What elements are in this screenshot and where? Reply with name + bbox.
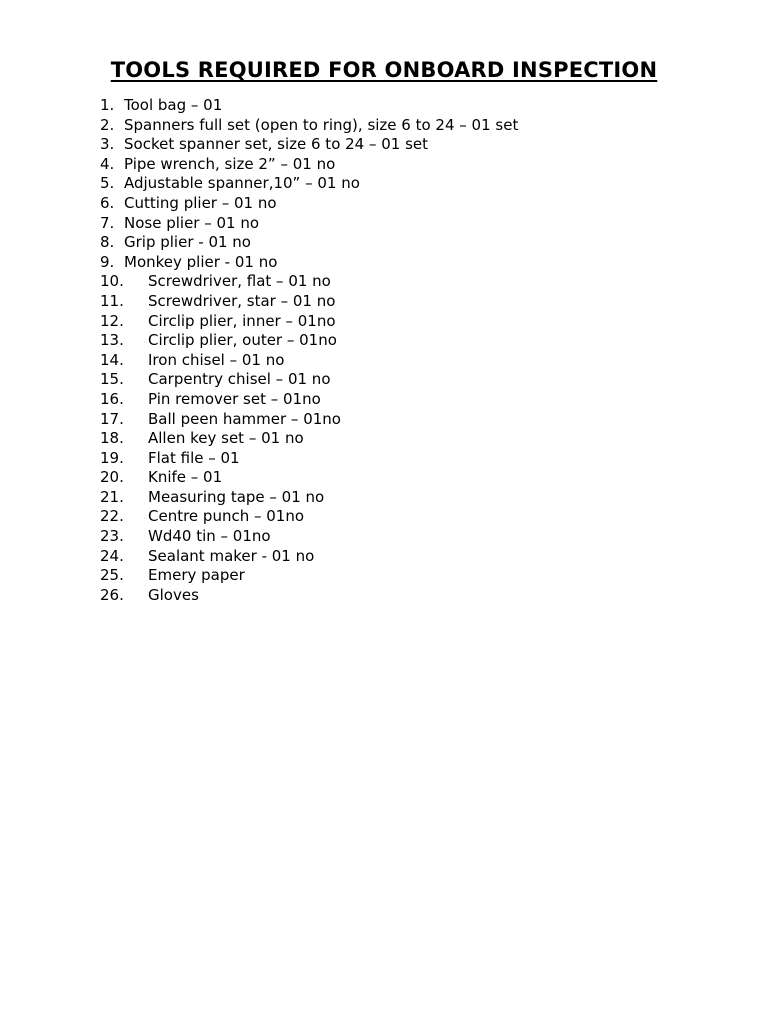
list-item-text: Adjustable spanner,10” – 01 no <box>124 174 360 193</box>
list-item-text: Measuring tape – 01 no <box>148 487 325 506</box>
list-item-text: Nose plier – 01 no <box>124 213 260 232</box>
list-item-number: 6. <box>100 193 115 212</box>
list-item <box>0 351 768 371</box>
list-item <box>0 468 768 488</box>
list-item-text: Spanners full set (open to ring), size 6 to 24 – 01 set <box>124 115 519 134</box>
list-item-text: Wd40 tin – 01no <box>148 527 271 546</box>
list-item-text: Cutting plier – 01 no <box>124 193 277 212</box>
list-item <box>0 566 768 586</box>
list-item-number: 7. <box>100 213 115 232</box>
list-item <box>0 96 768 116</box>
list-item-number: 21. <box>100 487 124 506</box>
list-item-text: Gloves <box>148 585 199 604</box>
list-item-text: Screwdriver, flat – 01 no <box>148 272 331 291</box>
list-item <box>0 527 768 547</box>
list-item-number: 4. <box>100 154 115 173</box>
list-item-number: 25. <box>100 566 124 585</box>
list-item-number: 19. <box>100 448 124 467</box>
list-item <box>0 292 768 312</box>
list-item <box>0 370 768 390</box>
list-item <box>0 449 768 469</box>
list-item-number: 14. <box>100 350 124 369</box>
list-item-text: Screwdriver, star – 01 no <box>148 291 336 310</box>
list-item-text: Allen key set – 01 no <box>148 429 304 448</box>
list-item <box>0 312 768 332</box>
list-item <box>0 488 768 508</box>
list-item-text: Knife – 01 <box>148 468 223 487</box>
list-item-number: 26. <box>100 585 124 604</box>
list-item-text: Iron chisel – 01 no <box>148 350 285 369</box>
list-item-number: 15. <box>100 370 124 389</box>
list-item-number: 18. <box>100 429 124 448</box>
list-item-number: 8. <box>100 233 115 252</box>
list-item <box>0 410 768 430</box>
list-item-text: Tool bag – 01 <box>124 96 223 114</box>
list-item-number: 12. <box>100 311 124 330</box>
list-item <box>0 429 768 449</box>
list-item <box>0 214 768 234</box>
list-item-number: 2. <box>100 115 115 134</box>
list-item-number: 16. <box>100 389 124 408</box>
list-item-number: 22. <box>100 507 124 526</box>
document-title-wrapper <box>0 56 768 84</box>
list-item-text: Centre punch – 01no <box>148 507 305 526</box>
list-item <box>0 135 768 155</box>
list-item-text: Pipe wrench, size 2” – 01 no <box>124 154 336 173</box>
list-item-number: 11. <box>100 291 124 310</box>
list-item-text: Emery paper <box>148 566 245 585</box>
list-item-text: Socket spanner set, size 6 to 24 – 01 set <box>124 135 429 154</box>
list-item <box>0 507 768 527</box>
document-title: TOOLS REQUIRED FOR ONBOARD INSPECTION <box>110 58 658 82</box>
list-item-number: 13. <box>100 331 124 350</box>
list-item-text: Pin remover set – 01no <box>148 389 321 408</box>
list-item <box>0 331 768 351</box>
list-item <box>0 272 768 292</box>
list-item <box>0 390 768 410</box>
list-item <box>0 155 768 175</box>
list-item <box>0 586 768 606</box>
list-item-number: 9. <box>100 252 115 271</box>
list-item-text: Grip plier - 01 no <box>124 233 251 252</box>
list-item-number: 23. <box>100 527 124 546</box>
list-item <box>0 194 768 214</box>
list-item-number: 24. <box>100 546 124 565</box>
list-item <box>0 174 768 194</box>
tools-list <box>0 96 768 605</box>
list-item <box>0 253 768 273</box>
list-item-number: 1. <box>100 96 115 114</box>
list-item <box>0 116 768 136</box>
list-item <box>0 233 768 253</box>
list-item-text: Monkey plier - 01 no <box>124 252 278 271</box>
list-item-text: Carpentry chisel – 01 no <box>148 370 331 389</box>
list-item-text: Circlip plier, outer – 01no <box>148 331 337 350</box>
list-item-number: 20. <box>100 468 124 487</box>
list-item-text: Sealant maker - 01 no <box>148 546 315 565</box>
list-item-number: 5. <box>100 174 115 193</box>
list-item-number: 10. <box>100 272 124 291</box>
list-item-text: Flat file – 01 <box>148 448 240 467</box>
list-item-number: 17. <box>100 409 124 428</box>
list-item-text: Circlip plier, inner – 01no <box>148 311 336 330</box>
list-item <box>0 547 768 567</box>
list-item-text: Ball peen hammer – 01no <box>148 409 341 428</box>
list-item-number: 3. <box>100 135 115 154</box>
